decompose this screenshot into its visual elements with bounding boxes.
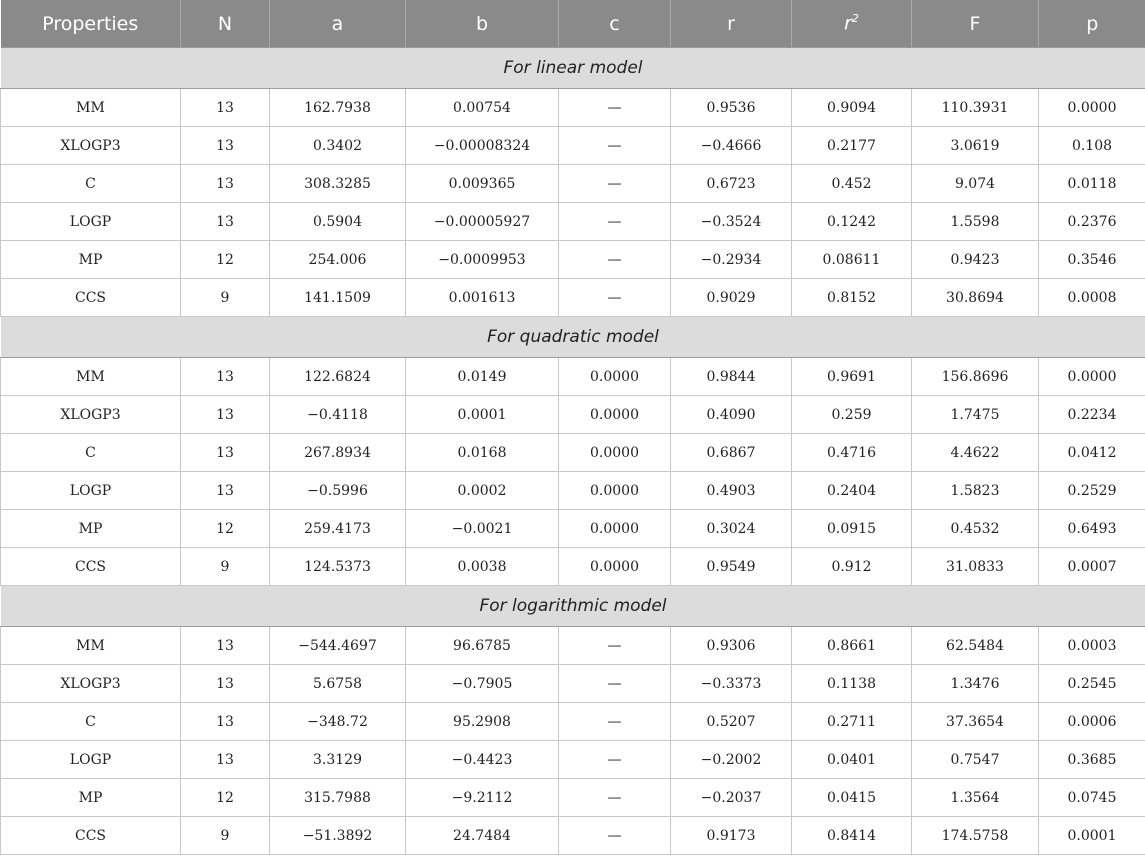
cell-r: 0.6867	[671, 434, 792, 472]
cell-r-squared: 0.0915	[792, 510, 912, 548]
cell-a: 162.7938	[270, 89, 406, 127]
table-row	[1, 241, 1145, 279]
cell-c: 0.0000	[559, 472, 671, 510]
cell-b: 95.2908	[406, 703, 559, 741]
cell-n: 9	[181, 548, 270, 586]
cell-b: 0.0168	[406, 434, 559, 472]
cell-p: 0.6493	[1039, 510, 1145, 548]
cell-c: —	[559, 279, 671, 317]
cell-property: LOGP	[1, 741, 181, 779]
cell-r-squared: 0.259	[792, 396, 912, 434]
header-r-squared	[792, 0, 912, 48]
cell-r-squared: 0.0415	[792, 779, 912, 817]
cell-c: 0.0000	[559, 434, 671, 472]
cell-p: 0.0008	[1039, 279, 1145, 317]
section-title: For linear model	[1, 48, 1145, 89]
cell-n: 13	[181, 665, 270, 703]
cell-b: −0.00008324	[406, 127, 559, 165]
cell-f: 156.8696	[912, 358, 1039, 396]
cell-property: MM	[1, 358, 181, 396]
cell-n: 13	[181, 741, 270, 779]
cell-p: 0.0001	[1039, 817, 1145, 855]
cell-r: −0.4666	[671, 127, 792, 165]
cell-r-squared: 0.2711	[792, 703, 912, 741]
header-r: r	[671, 0, 792, 48]
cell-property: MP	[1, 241, 181, 279]
cell-n: 13	[181, 165, 270, 203]
header-c: c	[559, 0, 671, 48]
section-header-row	[1, 317, 1145, 358]
cell-n: 13	[181, 203, 270, 241]
cell-property: C	[1, 434, 181, 472]
cell-p: 0.0118	[1039, 165, 1145, 203]
cell-r: 0.9536	[671, 89, 792, 127]
cell-p: 0.2376	[1039, 203, 1145, 241]
cell-n: 13	[181, 89, 270, 127]
cell-f: 9.074	[912, 165, 1039, 203]
cell-p: 0.0006	[1039, 703, 1145, 741]
cell-n: 13	[181, 127, 270, 165]
cell-f: 1.3476	[912, 665, 1039, 703]
cell-p: 0.0412	[1039, 434, 1145, 472]
cell-r-squared: 0.4716	[792, 434, 912, 472]
cell-r-squared: 0.9691	[792, 358, 912, 396]
cell-n: 9	[181, 279, 270, 317]
cell-f: 174.5758	[912, 817, 1039, 855]
cell-p: 0.0745	[1039, 779, 1145, 817]
cell-f: 1.3564	[912, 779, 1039, 817]
cell-a: 259.4173	[270, 510, 406, 548]
cell-property: MM	[1, 627, 181, 665]
cell-property: LOGP	[1, 203, 181, 241]
section-title: For logarithmic model	[1, 586, 1145, 627]
cell-r-squared: 0.8414	[792, 817, 912, 855]
cell-b: 24.7484	[406, 817, 559, 855]
table-body	[1, 48, 1145, 855]
cell-property: CCS	[1, 548, 181, 586]
section-header-row	[1, 48, 1145, 89]
cell-b: 0.0149	[406, 358, 559, 396]
cell-r: −0.2934	[671, 241, 792, 279]
cell-b: −0.4423	[406, 741, 559, 779]
cell-property: MM	[1, 89, 181, 127]
cell-r: 0.9549	[671, 548, 792, 586]
cell-r: 0.4903	[671, 472, 792, 510]
cell-b: 0.00754	[406, 89, 559, 127]
cell-r-squared: 0.912	[792, 548, 912, 586]
table-row	[1, 779, 1145, 817]
cell-b: 96.6785	[406, 627, 559, 665]
cell-f: 0.4532	[912, 510, 1039, 548]
cell-p: 0.2234	[1039, 396, 1145, 434]
cell-n: 13	[181, 396, 270, 434]
cell-property: XLOGP3	[1, 665, 181, 703]
cell-r-squared: 0.08611	[792, 241, 912, 279]
cell-r: 0.4090	[671, 396, 792, 434]
cell-b: −0.7905	[406, 665, 559, 703]
cell-r-squared: 0.9094	[792, 89, 912, 127]
header-b: b	[406, 0, 559, 48]
header-p: p	[1039, 0, 1145, 48]
table-row	[1, 165, 1145, 203]
cell-r: 0.3024	[671, 510, 792, 548]
cell-p: 0.2545	[1039, 665, 1145, 703]
cell-b: −0.0021	[406, 510, 559, 548]
cell-f: 37.3654	[912, 703, 1039, 741]
cell-a: 141.1509	[270, 279, 406, 317]
cell-c: —	[559, 127, 671, 165]
table-row	[1, 203, 1145, 241]
cell-c: —	[559, 89, 671, 127]
header-f: F	[912, 0, 1039, 48]
table-row	[1, 817, 1145, 855]
cell-p: 0.0003	[1039, 627, 1145, 665]
cell-r-squared: 0.0401	[792, 741, 912, 779]
cell-r: −0.2037	[671, 779, 792, 817]
cell-r-squared: 0.8661	[792, 627, 912, 665]
cell-c: —	[559, 817, 671, 855]
cell-r-squared: 0.1242	[792, 203, 912, 241]
header-n: N	[181, 0, 270, 48]
cell-p: 0.0007	[1039, 548, 1145, 586]
table-row	[1, 548, 1145, 586]
cell-property: XLOGP3	[1, 127, 181, 165]
cell-r: −0.3524	[671, 203, 792, 241]
cell-b: 0.0001	[406, 396, 559, 434]
cell-b: 0.001613	[406, 279, 559, 317]
cell-r: 0.5207	[671, 703, 792, 741]
cell-p: 0.2529	[1039, 472, 1145, 510]
cell-f: 3.0619	[912, 127, 1039, 165]
table-row	[1, 472, 1145, 510]
cell-c: —	[559, 241, 671, 279]
cell-a: −51.3892	[270, 817, 406, 855]
cell-f: 1.5823	[912, 472, 1039, 510]
cell-a: 267.8934	[270, 434, 406, 472]
cell-a: −544.4697	[270, 627, 406, 665]
cell-c: 0.0000	[559, 396, 671, 434]
table-row	[1, 127, 1145, 165]
cell-p: 0.0000	[1039, 89, 1145, 127]
cell-p: 0.3546	[1039, 241, 1145, 279]
table-row	[1, 510, 1145, 548]
table-row	[1, 358, 1145, 396]
cell-a: 0.3402	[270, 127, 406, 165]
table-row	[1, 396, 1145, 434]
cell-a: −0.4118	[270, 396, 406, 434]
cell-n: 13	[181, 472, 270, 510]
cell-c: —	[559, 703, 671, 741]
cell-b: −0.0009953	[406, 241, 559, 279]
cell-a: 0.5904	[270, 203, 406, 241]
cell-a: 124.5373	[270, 548, 406, 586]
header-r-squared-base: r	[844, 12, 852, 35]
cell-property: C	[1, 165, 181, 203]
table-row	[1, 703, 1145, 741]
cell-c: —	[559, 741, 671, 779]
cell-n: 13	[181, 358, 270, 396]
cell-n: 12	[181, 510, 270, 548]
cell-a: 122.6824	[270, 358, 406, 396]
cell-b: −0.00005927	[406, 203, 559, 241]
header-r-squared-exponent: 2	[851, 12, 859, 26]
header-a: a	[270, 0, 406, 48]
cell-property: C	[1, 703, 181, 741]
cell-b: 0.0002	[406, 472, 559, 510]
cell-property: MP	[1, 779, 181, 817]
cell-a: −0.5996	[270, 472, 406, 510]
cell-b: 0.009365	[406, 165, 559, 203]
cell-property: LOGP	[1, 472, 181, 510]
cell-c: 0.0000	[559, 358, 671, 396]
cell-property: CCS	[1, 279, 181, 317]
cell-r-squared: 0.1138	[792, 665, 912, 703]
cell-a: 254.006	[270, 241, 406, 279]
cell-c: —	[559, 779, 671, 817]
cell-f: 1.7475	[912, 396, 1039, 434]
cell-a: 315.7988	[270, 779, 406, 817]
table-row	[1, 627, 1145, 665]
table-row	[1, 89, 1145, 127]
cell-b: −9.2112	[406, 779, 559, 817]
table-row	[1, 741, 1145, 779]
cell-r-squared: 0.8152	[792, 279, 912, 317]
header-row	[1, 0, 1145, 48]
cell-a: −348.72	[270, 703, 406, 741]
cell-property: MP	[1, 510, 181, 548]
cell-r-squared: 0.2177	[792, 127, 912, 165]
cell-r: 0.9844	[671, 358, 792, 396]
cell-property: XLOGP3	[1, 396, 181, 434]
cell-n: 13	[181, 434, 270, 472]
table-row	[1, 665, 1145, 703]
cell-f: 110.3931	[912, 89, 1039, 127]
cell-r-squared: 0.2404	[792, 472, 912, 510]
cell-f: 0.9423	[912, 241, 1039, 279]
cell-f: 0.7547	[912, 741, 1039, 779]
cell-r: 0.6723	[671, 165, 792, 203]
cell-a: 5.6758	[270, 665, 406, 703]
cell-c: 0.0000	[559, 548, 671, 586]
cell-r-squared: 0.452	[792, 165, 912, 203]
cell-f: 62.5484	[912, 627, 1039, 665]
cell-r: −0.3373	[671, 665, 792, 703]
cell-c: —	[559, 627, 671, 665]
cell-f: 1.5598	[912, 203, 1039, 241]
cell-r: 0.9173	[671, 817, 792, 855]
cell-p: 0.0000	[1039, 358, 1145, 396]
table-row	[1, 279, 1145, 317]
table-row	[1, 434, 1145, 472]
cell-p: 0.3685	[1039, 741, 1145, 779]
cell-n: 13	[181, 703, 270, 741]
cell-a: 3.3129	[270, 741, 406, 779]
cell-c: —	[559, 165, 671, 203]
cell-f: 30.8694	[912, 279, 1039, 317]
cell-c: 0.0000	[559, 510, 671, 548]
section-header-row	[1, 586, 1145, 627]
cell-r: 0.9029	[671, 279, 792, 317]
cell-n: 13	[181, 627, 270, 665]
cell-r: 0.9306	[671, 627, 792, 665]
cell-n: 12	[181, 241, 270, 279]
cell-property: CCS	[1, 817, 181, 855]
cell-b: 0.0038	[406, 548, 559, 586]
section-title: For quadratic model	[1, 317, 1145, 358]
cell-n: 9	[181, 817, 270, 855]
cell-r: −0.2002	[671, 741, 792, 779]
cell-p: 0.108	[1039, 127, 1145, 165]
cell-c: —	[559, 203, 671, 241]
header-properties: Properties	[1, 0, 181, 48]
cell-a: 308.3285	[270, 165, 406, 203]
cell-f: 31.0833	[912, 548, 1039, 586]
cell-f: 4.4622	[912, 434, 1039, 472]
cell-c: —	[559, 665, 671, 703]
cell-n: 12	[181, 779, 270, 817]
